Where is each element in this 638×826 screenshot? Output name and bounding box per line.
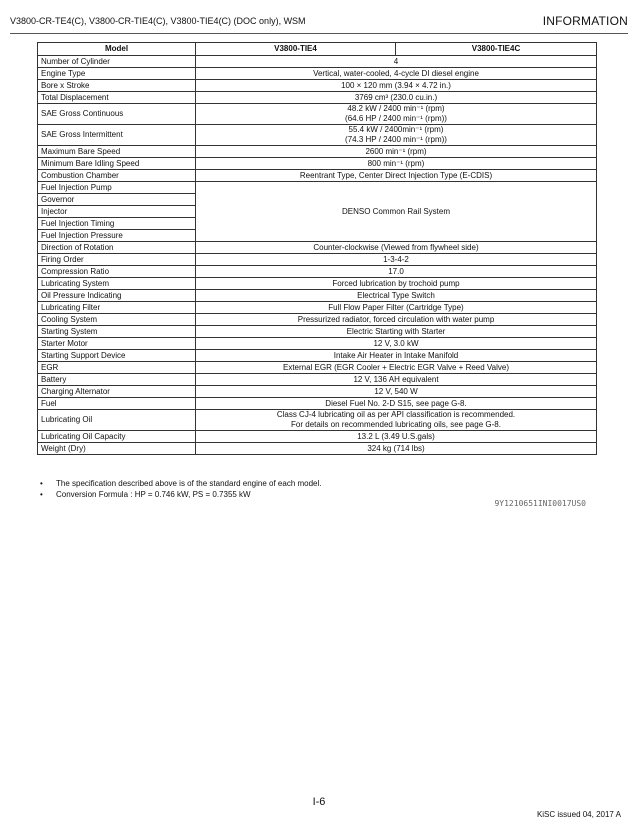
spec-label: Cooling System: [38, 314, 196, 326]
spec-value: [196, 326, 597, 338]
table-row: [38, 266, 597, 278]
spec-value-line: Intake Air Heater in Intake Manifold: [333, 350, 459, 360]
footnote-item: • Conversion Formula : HP = 0.746 kW, PS = 0.7355 kW: [40, 490, 251, 499]
spec-value: [196, 68, 597, 80]
table-row: [38, 350, 597, 362]
table-row: [38, 92, 597, 104]
spec-value: [196, 431, 597, 443]
spec-value: [196, 80, 597, 92]
column-header-v3800-tie4: V3800-TIE4: [196, 43, 396, 56]
table-row: [38, 398, 597, 410]
spec-label: Starter Motor: [38, 338, 196, 350]
page-number: I-6: [312, 796, 326, 808]
spec-label: Battery: [38, 374, 196, 386]
spec-label: Fuel Injection Pump: [38, 182, 196, 194]
table-row: [38, 431, 597, 443]
spec-value: [196, 443, 597, 455]
spec-value: [196, 158, 597, 170]
bullet-icon: •: [40, 479, 43, 488]
table-row: [38, 278, 597, 290]
table-header-row: [38, 43, 597, 56]
spec-value-line: 4: [393, 56, 399, 66]
spec-value-line: (74.3 HP / 2400 min⁻¹ (rpm)): [345, 135, 447, 144]
table-row: [38, 326, 597, 338]
table-row: [38, 146, 597, 158]
spec-value-line: Reentrant Type, Center Direct Injection Type (E-CDIS): [299, 170, 493, 180]
spec-value-line: 324 kg (714 lbs): [367, 443, 425, 453]
spec-value-line: External EGR (EGR Cooler + Electric EGR Valve + Reed Valve): [282, 362, 509, 372]
spec-value-line: 48.2 kW / 2400 min⁻¹ (rpm): [347, 104, 445, 113]
table-row: [38, 56, 597, 68]
spec-label: Lubricating System: [38, 278, 196, 290]
spec-label: Lubricating Oil: [38, 410, 196, 431]
table-row: [38, 314, 597, 326]
spec-value: [196, 314, 597, 326]
spec-label: Compression Ratio: [38, 266, 196, 278]
spec-value: [196, 338, 597, 350]
specification-table: [37, 42, 597, 455]
column-header-v3800-tie4c: V3800-TIE4C: [396, 43, 597, 56]
spec-value: [196, 170, 597, 182]
spec-value-line: 800 min⁻¹ (rpm): [367, 158, 425, 168]
section-title: INFORMATION: [542, 14, 628, 28]
table-row: [38, 374, 597, 386]
spec-label: Bore x Stroke: [38, 80, 196, 92]
reference-code: 9Y1210651INI0017US0: [494, 499, 586, 508]
spec-label: Charging Alternator: [38, 386, 196, 398]
table-row: [38, 254, 597, 266]
table-row: [38, 170, 597, 182]
table-row: [38, 386, 597, 398]
spec-value-line: 13.2 L (3.49 U.S.gals): [357, 431, 435, 441]
spec-value: [196, 410, 597, 431]
spec-value-line: Forced lubrication by trochoid pump: [332, 278, 460, 288]
spec-value: [196, 362, 597, 374]
spec-value: [196, 374, 597, 386]
table-row: [38, 362, 597, 374]
spec-value: [196, 266, 597, 278]
spec-value-line: 2600 min⁻¹ (rpm): [365, 146, 427, 156]
spec-value: [196, 278, 597, 290]
table-row: [38, 410, 597, 431]
spec-value-line: 3769 cm³ (230.0 cu.in.): [354, 92, 438, 102]
spec-value-line: (64.6 HP / 2400 min⁻¹ (rpm)): [345, 114, 447, 123]
spec-label: Weight (Dry): [38, 443, 196, 455]
table-row: [38, 242, 597, 254]
document-title: V3800-CR-TE4(C), V3800-CR-TIE4(C), V3800-TIE4(C) (DOC only), WSM: [10, 16, 306, 26]
spec-value-line: Electrical Type Switch: [357, 290, 435, 300]
spec-value-line: Vertical, water-cooled, 4-cycle DI diesel engine: [313, 68, 479, 78]
spec-label: Starting Support Device: [38, 350, 196, 362]
spec-value-line: 1-3-4-2: [383, 254, 409, 264]
spec-label: Oil Pressure Indicating: [38, 290, 196, 302]
footnote-item: • The specification described above is of the standard engine of each model.: [40, 479, 322, 488]
spec-label: Governor: [38, 194, 196, 206]
spec-value: [196, 254, 597, 266]
spec-label: Fuel Injection Timing: [38, 218, 196, 230]
table-row: [38, 338, 597, 350]
spec-label: Maximum Bare Speed: [38, 146, 196, 158]
table-row: [38, 182, 597, 194]
spec-label: SAE Gross Continuous: [38, 104, 196, 125]
table-row: [38, 104, 597, 125]
header-divider: [10, 33, 628, 34]
spec-value-line: Full Flow Paper Filter (Cartridge Type): [328, 302, 464, 312]
spec-value-line: 12 V, 3.0 kW: [373, 338, 419, 348]
table-body: [38, 56, 597, 455]
footnotes: [40, 478, 322, 500]
spec-value-line: 12 V, 540 W: [374, 386, 418, 396]
spec-value: [196, 242, 597, 254]
table-row: [38, 80, 597, 92]
spec-value: [196, 386, 597, 398]
spec-value: [196, 104, 597, 125]
table-row: [38, 302, 597, 314]
spec-value: [196, 92, 597, 104]
spec-value-line: 12 V, 136 AH equivalent: [353, 374, 439, 384]
table-row: [38, 68, 597, 80]
spec-value-line: 55.4 kW / 2400min⁻¹ (rpm): [348, 125, 444, 134]
spec-value-line: Diesel Fuel No. 2-D S15, see page G-8.: [325, 398, 467, 408]
spec-label: Lubricating Oil Capacity: [38, 431, 196, 443]
spec-value: DENSO Common Rail System: [196, 182, 597, 242]
spec-value-line: 17.0: [388, 266, 404, 276]
spec-label: Injector: [38, 206, 196, 218]
spec-value: [196, 290, 597, 302]
table-row: [38, 290, 597, 302]
spec-label: Firing Order: [38, 254, 196, 266]
bullet-icon: •: [40, 490, 43, 499]
spec-label: Lubricating Filter: [38, 302, 196, 314]
spec-value: [196, 125, 597, 146]
spec-label: Fuel Injection Pressure: [38, 230, 196, 242]
spec-value-line: Class CJ-4 lubricating oil as per API classification is recommended.: [276, 410, 516, 419]
issue-info: KiSC issued 04, 2017 A: [536, 810, 621, 819]
spec-label: Combustion Chamber: [38, 170, 196, 182]
spec-label: Engine Type: [38, 68, 196, 80]
spec-value-line: 100 × 120 mm (3.94 × 4.72 in.): [341, 80, 451, 90]
spec-label: Direction of Rotation: [38, 242, 196, 254]
spec-value: [196, 350, 597, 362]
spec-label: SAE Gross Intermittent: [38, 125, 196, 146]
spec-value: [196, 146, 597, 158]
spec-label: Number of Cylinder: [38, 56, 196, 68]
spec-label: Minimum Bare Idling Speed: [38, 158, 196, 170]
column-header-model: Model: [38, 43, 196, 56]
spec-label: Total Displacement: [38, 92, 196, 104]
spec-value: [196, 398, 597, 410]
table-row: [38, 443, 597, 455]
spec-label: EGR: [38, 362, 196, 374]
spec-value-line: Electric Starting with Starter: [346, 326, 446, 336]
spec-value-line: Pressurized radiator, forced circulation with water pump: [297, 314, 495, 324]
spec-label: Fuel: [38, 398, 196, 410]
spec-value-line: Counter-clockwise (Viewed from flywheel side): [313, 242, 479, 252]
table-row: [38, 125, 597, 146]
spec-value-line: For details on recommended lubricating oils, see page G-8.: [291, 420, 501, 429]
table-row: [38, 158, 597, 170]
spec-value: [196, 302, 597, 314]
spec-value: [196, 56, 597, 68]
spec-label: Starting System: [38, 326, 196, 338]
